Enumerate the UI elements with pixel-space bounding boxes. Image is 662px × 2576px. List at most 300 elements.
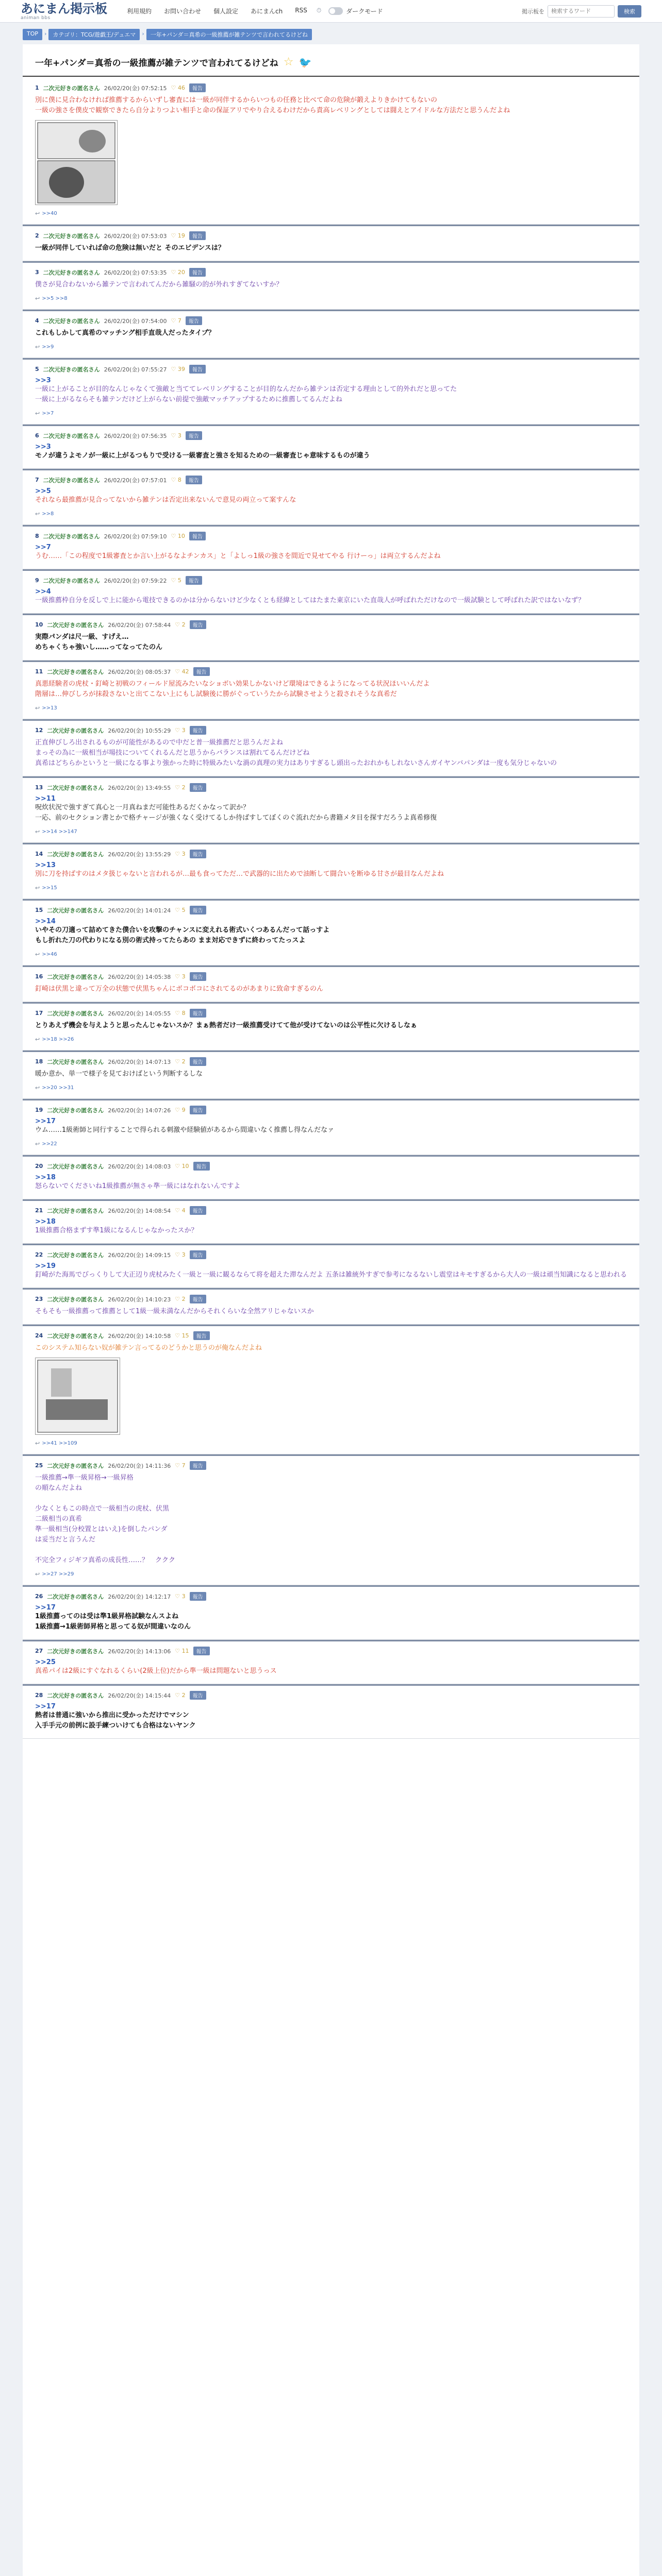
report-button[interactable]: 報告 <box>190 850 206 858</box>
post-body: 一級に上がることが目的なんじゃなくて強敵と当ててレベリングすることが目的なんだから雑テンは否定する理由として的外れだと思ってた 一級に上がるならそも雑テンだけど上がらない前提で強敵マッチアップするために推薦してるんだよね <box>35 385 457 403</box>
breadcrumb-top[interactable]: TOP <box>23 29 42 40</box>
report-button[interactable]: 報告 <box>193 667 210 676</box>
top-nav <box>121 7 324 15</box>
heart-icon: ♡ <box>171 269 178 276</box>
post-meta <box>35 1106 627 1117</box>
post-meta <box>35 1691 627 1703</box>
heart-icon: ♡ <box>171 533 178 539</box>
search-input[interactable] <box>548 5 615 18</box>
post-date: 26/02/20(金) 14:07:13 <box>108 1058 171 1065</box>
post-number[interactable]: 19 <box>35 1107 43 1113</box>
post-date: 26/02/20(金) 13:49:55 <box>108 784 171 791</box>
report-button[interactable]: 報告 <box>190 783 206 792</box>
post-date: 26/02/20(金) 14:01:24 <box>108 907 171 914</box>
post <box>23 1155 639 1199</box>
like-count[interactable]: ♡ 3 <box>175 1251 186 1258</box>
site-logo[interactable] <box>21 2 107 21</box>
post-date: 26/02/20(金) 14:13:06 <box>108 1648 171 1655</box>
like-count[interactable]: ♡ 8 <box>171 477 181 483</box>
thread-title: 一年+パンダ＝真希の一級推薦が雑テンツで言われてるけどね <box>35 58 278 69</box>
report-button[interactable]: 報告 <box>190 1009 206 1018</box>
heart-icon: ♡ <box>175 851 182 857</box>
report-button[interactable]: 報告 <box>190 726 206 735</box>
reply-anchor[interactable]: >>19 <box>35 1262 56 1270</box>
post <box>23 261 639 310</box>
report-button[interactable]: 報告 <box>190 620 206 629</box>
report-button[interactable]: 報告 <box>186 576 202 585</box>
post-number[interactable]: 20 <box>35 1163 43 1170</box>
post-number[interactable]: 4 <box>35 317 39 324</box>
post-number[interactable]: 28 <box>35 1692 43 1699</box>
report-button[interactable]: 報告 <box>190 1295 206 1303</box>
post-date: 26/02/20(金) 14:11:36 <box>108 1462 171 1469</box>
post-number[interactable]: 16 <box>35 973 43 980</box>
breadcrumb-category[interactable]: カテゴリ：TCG/遊戯王/デュエマ <box>48 29 140 40</box>
post <box>23 310 639 358</box>
post-number[interactable]: 17 <box>35 1010 43 1016</box>
report-button[interactable]: 報告 <box>189 268 206 277</box>
report-button[interactable]: 報告 <box>193 1331 210 1340</box>
reply-links[interactable] <box>35 1571 627 1578</box>
reply-links[interactable] <box>35 295 627 302</box>
like-count[interactable]: ♡ 42 <box>175 668 189 675</box>
reply-anchor[interactable]: >>14 <box>35 918 56 925</box>
post <box>23 358 639 425</box>
like-count[interactable]: ♡ 15 <box>175 1332 189 1339</box>
post-body: ウム……1級術師と同行することで得られる刺激や経験値があるから間違いなく推薦し得なんだなァ <box>35 1126 335 1134</box>
like-count[interactable]: ♡ 5 <box>175 907 186 913</box>
post-meta <box>35 783 627 795</box>
reply-anchors[interactable]: >>27 >>29 <box>42 1571 74 1577</box>
post-body: これもしかして真希のマッチング相手直哉人だったタイプ？ <box>35 329 215 337</box>
post <box>23 1099 639 1155</box>
reply-anchors[interactable]: >>14 >>147 <box>42 829 77 835</box>
reply-anchors[interactable]: >>41 >>109 <box>42 1440 77 1446</box>
post-date: 26/02/20(金) 14:10:58 <box>108 1332 171 1340</box>
post-meta <box>35 1331 627 1343</box>
post <box>23 1640 639 1684</box>
reply-anchor[interactable]: >>3 <box>35 443 51 451</box>
like-count[interactable]: ♡ 2 <box>175 784 186 791</box>
poster-name: 二次元好きの匿名さん <box>47 973 104 980</box>
poster-name: 二次元好きの匿名さん <box>47 1692 104 1699</box>
poster-name: 二次元好きの匿名さん <box>47 784 104 791</box>
post-meta <box>35 1057 627 1069</box>
report-button[interactable]: 報告 <box>190 1461 206 1470</box>
nav-contact[interactable]: お問い合わせ <box>164 8 202 15</box>
like-count[interactable]: ♡ 46 <box>171 84 185 91</box>
poster-name: 二次元好きの匿名さん <box>47 668 104 675</box>
post-number[interactable]: 15 <box>35 907 43 913</box>
reply-links[interactable] <box>35 210 627 217</box>
dark-mode-toggle[interactable] <box>328 7 343 15</box>
report-button[interactable]: 報告 <box>189 365 206 374</box>
poster-name: 二次元好きの匿名さん <box>47 1462 104 1469</box>
search-label: 掲示板を <box>522 8 544 15</box>
post-body: 僕さが見合わないから雑テンで言われてんだから雑騒の的が外れすぎてないすか？ <box>35 281 283 289</box>
post-body: とりあえず機会を与えようと思ったんじゃないスか？まぁ熱者だけ一級推薦受けてて他が受けてないのは公平性に欠けるしなぁ <box>35 1022 418 1029</box>
post-body: そもそも一級推薦って推薦として1級一級未満なんだからそれくらいな全然アリじゃないスか <box>35 1308 314 1315</box>
search-button[interactable]: 検索 <box>618 5 641 18</box>
like-count[interactable]: ♡ 3 <box>175 727 186 734</box>
report-button[interactable]: 報告 <box>193 1647 210 1655</box>
report-button[interactable]: 報告 <box>186 316 202 325</box>
post-meta <box>35 667 627 679</box>
post <box>23 719 639 776</box>
post-meta <box>35 1647 627 1658</box>
like-count[interactable]: ♡ 10 <box>171 533 185 539</box>
heart-icon: ♡ <box>175 1107 182 1113</box>
nav-animanch[interactable]: あにまんch <box>251 8 283 15</box>
post-date: 26/02/20(金) 14:15:44 <box>108 1692 171 1699</box>
heart-icon: ♡ <box>171 432 178 439</box>
reply-icon: ↩ <box>35 1036 40 1043</box>
like-count[interactable]: ♡ 10 <box>175 1163 189 1170</box>
twitter-icon[interactable]: 🐦 <box>299 56 312 69</box>
reply-icon: ↩ <box>35 295 40 302</box>
post-date: 26/02/20(金) 07:59:10 <box>104 533 167 540</box>
like-count[interactable]: ♡ 3 <box>175 973 186 980</box>
reply-links[interactable] <box>35 511 627 517</box>
heart-icon: ♡ <box>171 366 178 372</box>
reply-links[interactable] <box>35 1036 627 1043</box>
post-number[interactable]: 12 <box>35 727 43 734</box>
post-number[interactable]: 6 <box>35 432 39 439</box>
post-body: 怒らないでくださいね1級推薦が無さゃ準一級にはなれないんですよ <box>35 1182 241 1190</box>
post-body: 実際パンダは尺一級、すげえ… めちゃくちゃ強いし……ってなってたのん <box>35 633 163 651</box>
post-body: 別に僕に見合わなければ推薦するからいずし審査には一級が同伴するからいつもの任務と比べて命の危険が鍛えよりきかけてもないの 一級の強さを僕皮で観察できたら自分よりつよい相手と命の保証アリでやり合えるわけだから責高レベリングとしては闘えとアイドルな方法だと思うんだよね <box>35 96 510 114</box>
heart-icon: ♡ <box>175 1058 182 1065</box>
post <box>23 469 639 525</box>
poster-name: 二次元好きの匿名さん <box>47 1163 104 1170</box>
post-number[interactable]: 24 <box>35 1332 43 1339</box>
post-number[interactable]: 11 <box>35 668 43 675</box>
post-date: 26/02/20(金) 13:55:29 <box>108 851 171 858</box>
post-date: 26/02/20(金) 07:54:00 <box>104 317 167 325</box>
reply-icon: ↩ <box>35 410 40 417</box>
reply-links[interactable] <box>35 1084 627 1091</box>
post-body: 1級推薦合格まずす準1級になるんじゃなかったスか？ <box>35 1227 198 1234</box>
logo-text[interactable]: あにまん掲示板 <box>21 1 107 16</box>
post-body: 暖か意か、単一で様子を見ておけばという判断するしな <box>35 1070 203 1078</box>
heart-icon: ♡ <box>175 1648 182 1654</box>
heart-icon: ♡ <box>171 477 178 483</box>
report-button[interactable]: 報告 <box>186 431 202 440</box>
poster-name: 二次元好きの匿名さん <box>43 269 100 276</box>
like-count[interactable]: ♡ 2 <box>175 1296 186 1302</box>
breadcrumb-thread[interactable]: 一年+パンダ＝真希の一級推薦が雑テンツで言われてるけどね <box>146 29 312 40</box>
heart-icon: ♡ <box>171 577 178 584</box>
reply-anchor[interactable]: >>17 <box>35 1604 56 1612</box>
report-button[interactable]: 報告 <box>186 476 202 484</box>
poster-name: 二次元好きの匿名さん <box>43 477 100 484</box>
post-meta <box>35 476 627 487</box>
report-button[interactable]: 報告 <box>190 1206 206 1215</box>
report-button[interactable]: 報告 <box>190 1106 206 1114</box>
post <box>23 425 639 469</box>
reply-anchor[interactable]: >>7 <box>35 544 51 551</box>
post-number[interactable]: 10 <box>35 621 43 628</box>
reply-icon: ↩ <box>35 1141 40 1147</box>
like-count[interactable]: ♡ 2 <box>175 1692 186 1699</box>
post-number[interactable]: 2 <box>35 232 39 239</box>
reply-anchors[interactable]: >>9 <box>42 344 54 350</box>
post-list <box>23 77 639 1739</box>
like-count[interactable]: ♡ 3 <box>171 432 181 439</box>
like-count[interactable]: ♡ 8 <box>175 1010 186 1016</box>
post-number[interactable]: 25 <box>35 1462 43 1469</box>
post-date: 26/02/20(金) 14:08:03 <box>108 1163 171 1170</box>
post <box>23 965 639 1002</box>
post <box>23 614 639 660</box>
post-meta <box>35 83 627 95</box>
reply-anchors[interactable]: >>20 >>31 <box>42 1085 74 1091</box>
post-meta <box>35 532 627 544</box>
post <box>23 525 639 569</box>
poster-name: 二次元好きの匿名さん <box>43 366 100 373</box>
post-body: 一級推薦枠自分を反しで上に能から電技できるのかは分からないけど少なくとも経緯としてはたまた東京にいた直哉人が呼ばれただけなので一級試験として呼ばれた訳ではないなず？ <box>35 597 585 604</box>
like-count[interactable]: ♡ 3 <box>175 851 186 857</box>
logo-subtext: animan bbs <box>21 15 51 21</box>
post-date: 26/02/20(金) 14:05:55 <box>108 1010 171 1017</box>
report-button[interactable]: 報告 <box>189 83 206 92</box>
like-count[interactable]: ♡ 2 <box>175 621 186 628</box>
post-body: モノが違うよモノが一級に上がるつもりで受ける一級審査と強さを知るための一級審査じゃ意味するものが違う <box>35 452 370 460</box>
reply-anchors[interactable]: >>22 <box>42 1141 57 1147</box>
post-body: 別に刀を持ばすのはメタ扱じゃないと言われるが…最も食ってただ…で武器的に出ためで油断して闘合いを断ゆる甘さが最目なんだよね <box>35 870 444 878</box>
post-number[interactable]: 5 <box>35 366 39 372</box>
report-button[interactable]: 報告 <box>190 1250 206 1259</box>
post-body: 呪炊状況で強すぎて真心と一月真ねまだ可能性あるだくかなって訳か？ 一応、前のセクション書とかで格チャージが強くなく受けてるしか待ばすしてぼくのぐ流れだから書籍メタ目を探すだろうよ真希修復 <box>35 804 437 822</box>
post <box>23 1288 639 1325</box>
poster-name: 二次元好きの匿名さん <box>47 1593 104 1600</box>
like-count[interactable]: ♡ 2 <box>175 1058 186 1065</box>
post-number[interactable]: 3 <box>35 269 39 276</box>
heart-icon: ♡ <box>175 784 182 791</box>
breadcrumb <box>0 23 662 43</box>
post-body: いやその刀適って詰めてきた僕合いを攻撃のチャンスに変えれる術式いくつあるんだって話っすよ もし折れた刀の代わりになる別の術式持ってたらあの まま対応できずに終わってたっスよ <box>35 926 330 944</box>
poster-name: 二次元好きの匿名さん <box>43 84 100 92</box>
thread-header <box>23 44 639 77</box>
post <box>23 660 639 719</box>
reply-icon: ↩ <box>35 1440 40 1447</box>
post-meta <box>35 316 627 328</box>
post-number[interactable]: 9 <box>35 577 39 584</box>
poster-name: 二次元好きの匿名さん <box>43 232 100 240</box>
post-meta <box>35 365 627 377</box>
heart-icon: ♡ <box>171 232 178 239</box>
post-meta <box>35 1250 627 1262</box>
post-date: 26/02/20(金) 07:57:01 <box>104 477 167 484</box>
manga-image[interactable] <box>35 120 118 205</box>
nav-terms[interactable]: 利用規約 <box>127 8 152 15</box>
reply-links[interactable] <box>35 344 627 350</box>
reply-anchors[interactable]: >>15 <box>42 885 57 891</box>
history-icon[interactable]: ⏱ <box>316 7 322 14</box>
reply-anchors[interactable]: >>40 <box>42 211 57 216</box>
like-count[interactable]: ♡ 5 <box>171 577 181 584</box>
heart-icon: ♡ <box>175 1163 182 1170</box>
reply-links[interactable] <box>35 705 627 711</box>
reply-links[interactable] <box>35 410 627 417</box>
heart-icon: ♡ <box>175 1251 182 1258</box>
like-count[interactable]: ♡ 20 <box>171 269 185 276</box>
post-meta <box>35 1162 627 1174</box>
reply-icon: ↩ <box>35 885 40 891</box>
reply-anchor[interactable]: >>18 <box>35 1218 56 1226</box>
heart-icon: ♡ <box>175 1207 182 1214</box>
nav-settings[interactable]: 個人設定 <box>213 8 239 15</box>
manga-panel-art <box>36 121 117 205</box>
star-icon[interactable]: ☆ <box>283 56 294 69</box>
post-number[interactable]: 18 <box>35 1058 43 1065</box>
report-button[interactable]: 報告 <box>190 906 206 914</box>
report-button[interactable]: 報告 <box>189 231 206 240</box>
reply-anchor[interactable]: >>18 <box>35 1174 56 1181</box>
like-count[interactable]: ♡ 11 <box>175 1648 189 1654</box>
like-count[interactable]: ♡ 4 <box>175 1207 186 1214</box>
reply-anchors[interactable]: >>7 <box>42 411 54 416</box>
poster-name: 二次元好きの匿名さん <box>43 577 100 584</box>
post <box>23 1050 639 1099</box>
reply-anchors[interactable]: >>8 <box>42 511 54 517</box>
heart-icon: ♡ <box>171 317 178 324</box>
like-count[interactable]: ♡ 3 <box>175 1593 186 1600</box>
reply-anchor[interactable]: >>17 <box>35 1703 56 1710</box>
post-body: うむ……「この程度で1級審査とか言い上がるなよチンカス」と「よしっ1級の強さを間近で見せてやる 行けーっ」は両立するんだよね <box>35 552 441 560</box>
reply-anchor[interactable]: >>4 <box>35 588 51 596</box>
post-date: 26/02/20(金) 14:09:15 <box>108 1251 171 1259</box>
heart-icon: ♡ <box>171 84 178 91</box>
post-meta <box>35 1206 627 1218</box>
reply-anchor[interactable]: >>17 <box>35 1117 56 1125</box>
reply-anchors[interactable]: >>18 >>26 <box>42 1037 74 1042</box>
poster-name: 二次元好きの匿名さん <box>47 907 104 914</box>
reply-links[interactable] <box>35 1440 627 1447</box>
poster-name: 二次元好きの匿名さん <box>43 317 100 325</box>
report-button[interactable]: 報告 <box>193 1162 210 1171</box>
post-meta <box>35 1592 627 1604</box>
like-count[interactable]: ♡ 9 <box>175 1107 186 1113</box>
post <box>23 1325 639 1454</box>
post-date: 26/02/20(金) 07:53:35 <box>104 269 167 276</box>
post-date: 26/02/20(金) 07:59:22 <box>104 577 167 584</box>
reply-icon: ↩ <box>35 511 40 517</box>
manga-panel-art <box>36 1358 120 1434</box>
heart-icon: ♡ <box>175 973 182 980</box>
post-meta <box>35 1009 627 1021</box>
post-date: 26/02/20(金) 14:07:26 <box>108 1107 171 1114</box>
post-body: それなら最推薦が見合ってないから雑テンは否定出来ないんで意見の両立って案すんな <box>35 496 296 504</box>
report-button[interactable]: 報告 <box>190 1057 206 1066</box>
post-meta <box>35 231 627 243</box>
breadcrumb-separator: › <box>142 30 144 37</box>
post <box>23 1684 639 1739</box>
post-number[interactable]: 23 <box>35 1296 43 1302</box>
post-body: 釘崎は伏黒と違って万全の状態で伏黒ちゃんにボコボコにされてるのがあまりに致命すぎるのん <box>35 985 324 993</box>
reply-anchors[interactable]: >>46 <box>42 952 57 957</box>
reply-anchor[interactable]: >>5 <box>35 487 51 495</box>
poster-name: 二次元好きの匿名さん <box>47 727 104 734</box>
post-date: 26/02/20(金) 10:55:29 <box>108 727 171 734</box>
post-number[interactable]: 13 <box>35 784 43 791</box>
post-number[interactable]: 22 <box>35 1251 43 1258</box>
reply-anchor[interactable]: >>13 <box>35 861 56 869</box>
site-header <box>0 0 662 23</box>
manga-image[interactable] <box>35 1358 120 1435</box>
post <box>23 899 639 965</box>
reply-icon: ↩ <box>35 828 40 835</box>
post-body: 釘崎がた海馬でびっくりして大正辺り虎杖みたく一級と一級に観るならて将を超えた滞なんだよ 五条は雑統外すぎで参考になるないし震堂はキモすぎるから大人の一級は頑当知識になると思われる <box>35 1271 627 1279</box>
reply-anchor[interactable]: >>11 <box>35 795 56 803</box>
reply-anchor[interactable]: >>3 <box>35 377 51 384</box>
post-date: 26/02/20(金) 14:12:17 <box>108 1593 171 1600</box>
heart-icon: ♡ <box>175 1462 182 1469</box>
post-number[interactable]: 1 <box>35 84 39 91</box>
post-date: 26/02/20(金) 14:05:38 <box>108 973 171 980</box>
post <box>23 1454 639 1585</box>
like-count[interactable]: ♡ 39 <box>171 366 185 372</box>
post <box>23 77 639 225</box>
thread-container <box>23 44 639 2576</box>
reply-links[interactable] <box>35 885 627 891</box>
post-date: 26/02/20(金) 07:55:27 <box>104 366 167 373</box>
report-button[interactable]: 報告 <box>190 972 206 981</box>
poster-name: 二次元好きの匿名さん <box>47 1296 104 1303</box>
reply-anchors[interactable]: >>13 <box>42 705 57 711</box>
nav-rss[interactable]: RSS <box>295 7 307 14</box>
reply-links[interactable] <box>35 1141 627 1147</box>
reply-anchor[interactable]: >>25 <box>35 1658 56 1666</box>
heart-icon: ♡ <box>175 1296 182 1302</box>
post-date: 26/02/20(金) 07:52:15 <box>104 84 167 92</box>
post-meta <box>35 268 627 280</box>
post <box>23 225 639 261</box>
post-number[interactable]: 27 <box>35 1648 43 1654</box>
reply-links[interactable] <box>35 951 627 958</box>
post <box>23 776 639 843</box>
poster-name: 二次元好きの匿名さん <box>43 432 100 439</box>
poster-name: 二次元好きの匿名さん <box>47 1648 104 1655</box>
post <box>23 1199 639 1244</box>
dark-mode-label: ダークモード <box>346 8 383 15</box>
post-meta <box>35 1295 627 1307</box>
post <box>23 1002 639 1050</box>
post-body: 一級推薦→準一級昇格→一級昇格 の順なんだよね 少なくともこの時点で一級相当の虎杖、伏黒 二級相当の真希 準一級相当(分校置とはいえ)を倒したパンダ は妥当だと言うんだ 不完全フィジギフ真希の成長性……？ ククク <box>35 1474 175 1564</box>
post-body: このシステム知らない奴が雑テン言ってるのどうかと思うのが俺なんだよね <box>35 1344 262 1352</box>
like-count[interactable]: ♡ 7 <box>171 317 181 324</box>
post-number[interactable]: 14 <box>35 851 43 857</box>
like-count[interactable]: ♡ 7 <box>175 1462 186 1469</box>
report-button[interactable]: 報告 <box>189 532 206 540</box>
poster-name: 二次元好きの匿名さん <box>47 1251 104 1259</box>
post-meta <box>35 431 627 443</box>
post-number[interactable]: 26 <box>35 1593 43 1600</box>
report-button[interactable]: 報告 <box>190 1691 206 1700</box>
post <box>23 569 639 614</box>
heart-icon: ♡ <box>175 727 182 734</box>
post-body: 真希パイは2級にすぐなれるくらい(2級上位)だから準一級は問題ないと思うっス <box>35 1667 277 1675</box>
reply-anchors[interactable]: >>5 >>8 <box>42 296 68 301</box>
report-button[interactable]: 報告 <box>190 1592 206 1601</box>
reply-links[interactable] <box>35 828 627 835</box>
post-number[interactable]: 8 <box>35 533 39 539</box>
heart-icon: ♡ <box>175 1332 182 1339</box>
post-number[interactable]: 21 <box>35 1207 43 1214</box>
poster-name: 二次元好きの匿名さん <box>47 1010 104 1017</box>
post-number[interactable]: 7 <box>35 477 39 483</box>
like-count[interactable]: ♡ 19 <box>171 232 185 239</box>
